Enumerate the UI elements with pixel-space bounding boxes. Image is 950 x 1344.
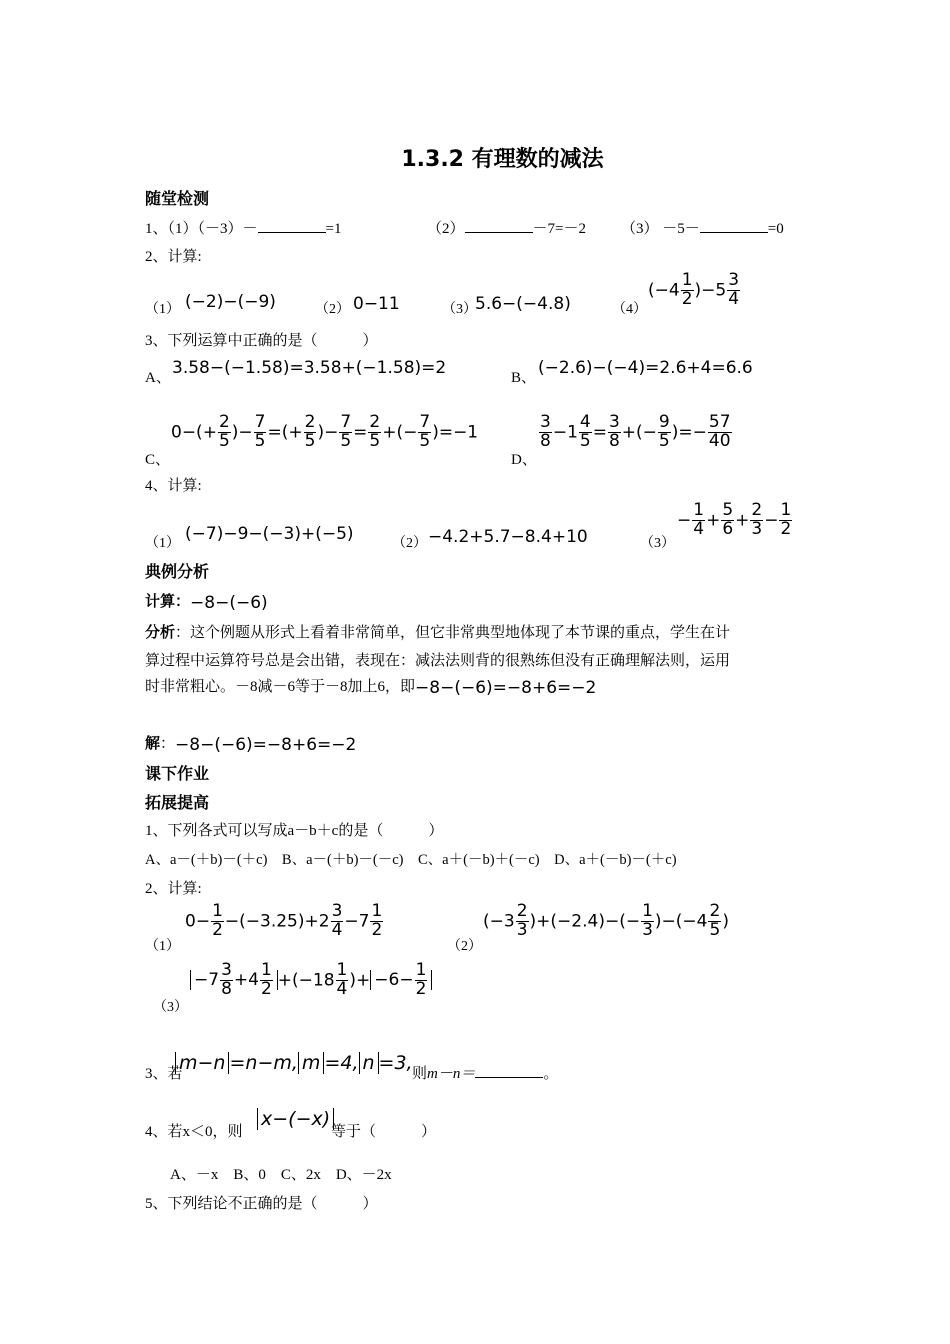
item-label: （3）	[153, 1000, 188, 1015]
item-label: （1）	[145, 302, 180, 317]
q1-part2	[427, 217, 586, 238]
section-heading-example: 典例分析	[145, 562, 210, 581]
example-calc	[145, 590, 268, 613]
q1-part3-label: （3） －5－	[621, 221, 700, 237]
hw-q4-options: A、－x B、0 C、2x D、－2x	[170, 1167, 392, 1183]
math-expression: 3.58−(−1.58)=3.58+(−1.58)=2	[172, 358, 447, 378]
math-expression: 0−11	[353, 294, 400, 314]
math-expression: (−2)−(−9)	[185, 292, 276, 312]
item-label: （2）	[447, 939, 482, 954]
section-heading-homework: 课下作业	[145, 764, 210, 783]
math-expression-fractions: 0− $\frac{1}{2}$ −(−3.25)+2 $\frac{3}{4}$ −7 $\frac{1}{2}$	[185, 901, 383, 940]
math-expression-mixed-fraction: (−4 $\frac{1}{2}$ )−5 $\frac{3}{4}$	[648, 270, 740, 309]
analysis-text: ：这个例题从形式上看着非常简单，但它非常典型地体现了本节课的重点，学生在计	[175, 625, 731, 641]
q4-prompt: 4、计算:	[145, 478, 202, 494]
q2-prompt: 2、计算:	[145, 249, 202, 265]
math-expression-absolute: x−(−x)	[257, 1108, 334, 1130]
math-expression: 5.6−(−4.8)	[475, 294, 571, 314]
hw-q3-end: 。	[543, 1066, 559, 1082]
q1-part1: 1、（1）（－3）－	[145, 221, 258, 237]
q1-part1-end: =1	[325, 221, 342, 237]
q1-part3	[621, 217, 784, 238]
item-label: （1）	[145, 536, 180, 551]
option-label: D、	[511, 452, 537, 468]
item-label: （3）	[442, 302, 477, 317]
math-expression: −8−(−6)=−8+6=−2	[175, 734, 357, 755]
hw-q5-prompt: 5、下列结论不正确的是（ ）	[145, 1196, 378, 1212]
section-heading-extension: 拓展提高	[145, 793, 210, 812]
analysis-label: 分析	[145, 623, 176, 641]
math-expression: −8−(−6)	[190, 592, 268, 613]
hw-q3-label: 3、若	[145, 1066, 183, 1082]
analysis-line-1	[145, 621, 730, 644]
analysis-line-3	[145, 676, 596, 699]
section-heading-practice: 随堂检测	[145, 189, 210, 208]
math-expression-fractions: $\frac{3}{8}$ −1 $\frac{4}{5}$ = $\frac{3}{8}$ +(− $\frac{9}{5}$ )=− $\frac{57}{40}$	[540, 412, 731, 451]
math-expression-fractions: 0−(+ $\frac{2}{5}$ )− $\frac{7}{5}$ =(+ $\frac{2}{5}$ )− $\frac{7}{5}$ = $\frac{2}{5}$ +(− $\frac{7}{5}$ )=−1	[171, 412, 479, 451]
item-label: （4）	[612, 302, 647, 317]
answer-blank	[475, 1077, 543, 1078]
q3-prompt: 3、下列运算中正确的是（ ）	[145, 333, 378, 349]
q1-part3-end: =0	[767, 221, 784, 237]
math-expression: −4.2+5.7−8.4+10	[428, 527, 588, 547]
hw-q3-expr: m－n＝	[427, 1066, 476, 1082]
hw-q4-tail: 等于（ ）	[331, 1124, 437, 1140]
math-expression: (−2.6)−(−4)=2.6+4=6.6	[538, 358, 753, 378]
item-label: （3）	[640, 536, 675, 551]
hw-q2-prompt: 2、计算:	[145, 881, 202, 897]
answer-blank	[700, 232, 768, 233]
option-label: B、	[511, 370, 537, 386]
solution-label: 解	[145, 734, 161, 752]
math-expression: (−7)−9−(−3)+(−5)	[185, 524, 354, 544]
math-expression-fractions: − $\frac{1}{4}$ + $\frac{5}{6}$ + $\frac{2}{3}$ − $\frac{1}{2}$	[677, 500, 792, 539]
hw-q4-label: 4、若x＜0，则	[145, 1124, 243, 1140]
hw-q3-tail	[412, 1062, 558, 1083]
solution-colon: ：	[160, 736, 176, 752]
math-expression-fractions: (−3 $\frac{2}{3}$ )+(−2.4)−(− $\frac{1}{3}$ )−(−4 $\frac{2}{5}$ )	[483, 901, 729, 940]
solution-line	[145, 732, 356, 756]
item-label: （2）	[392, 536, 427, 551]
q1-part2-label: （2）	[427, 221, 465, 237]
hw-q1-options: A、a－(＋b)－(＋c) B、a－(＋b)－(－c) C、a＋(－b)＋(－c) D、a＋(－b)－(＋c)	[145, 852, 677, 868]
option-label: C、	[145, 452, 171, 468]
q1-line	[145, 217, 784, 238]
calc-label: 计算：	[145, 592, 191, 610]
page-title: 1.3.2 有理数的减法	[401, 147, 604, 172]
analysis-text: 时非常粗心。－8减－6等于－8加上6，即	[145, 679, 416, 695]
item-label: （2）	[315, 302, 350, 317]
q1-part2-end: －7=－2	[532, 221, 586, 237]
option-label: A、	[145, 370, 171, 386]
answer-blank	[465, 232, 533, 233]
math-expression-absolute: m−n =n−m, m =4, n =3,	[175, 1052, 413, 1074]
math-expression-absolute: −7 $\frac{3}{8}$ +4 $\frac{1}{2}$ +(−18 $\frac{1}{4}$ )+ −6− $\frac{1}{2}$	[190, 962, 432, 999]
hw-q1-prompt: 1、下列各式可以写成a－b＋c的是（ ）	[145, 823, 444, 839]
answer-blank	[258, 232, 326, 233]
item-label: （1）	[145, 939, 180, 954]
math-expression: −8−(−6)=−8+6=−2	[415, 677, 597, 698]
analysis-line-2: 算过程中运算符号总是会出错，表现在：减法法则背的很熟练但没有正确理解法则，运用	[145, 653, 731, 669]
hw-q3-then: 则	[412, 1066, 428, 1082]
